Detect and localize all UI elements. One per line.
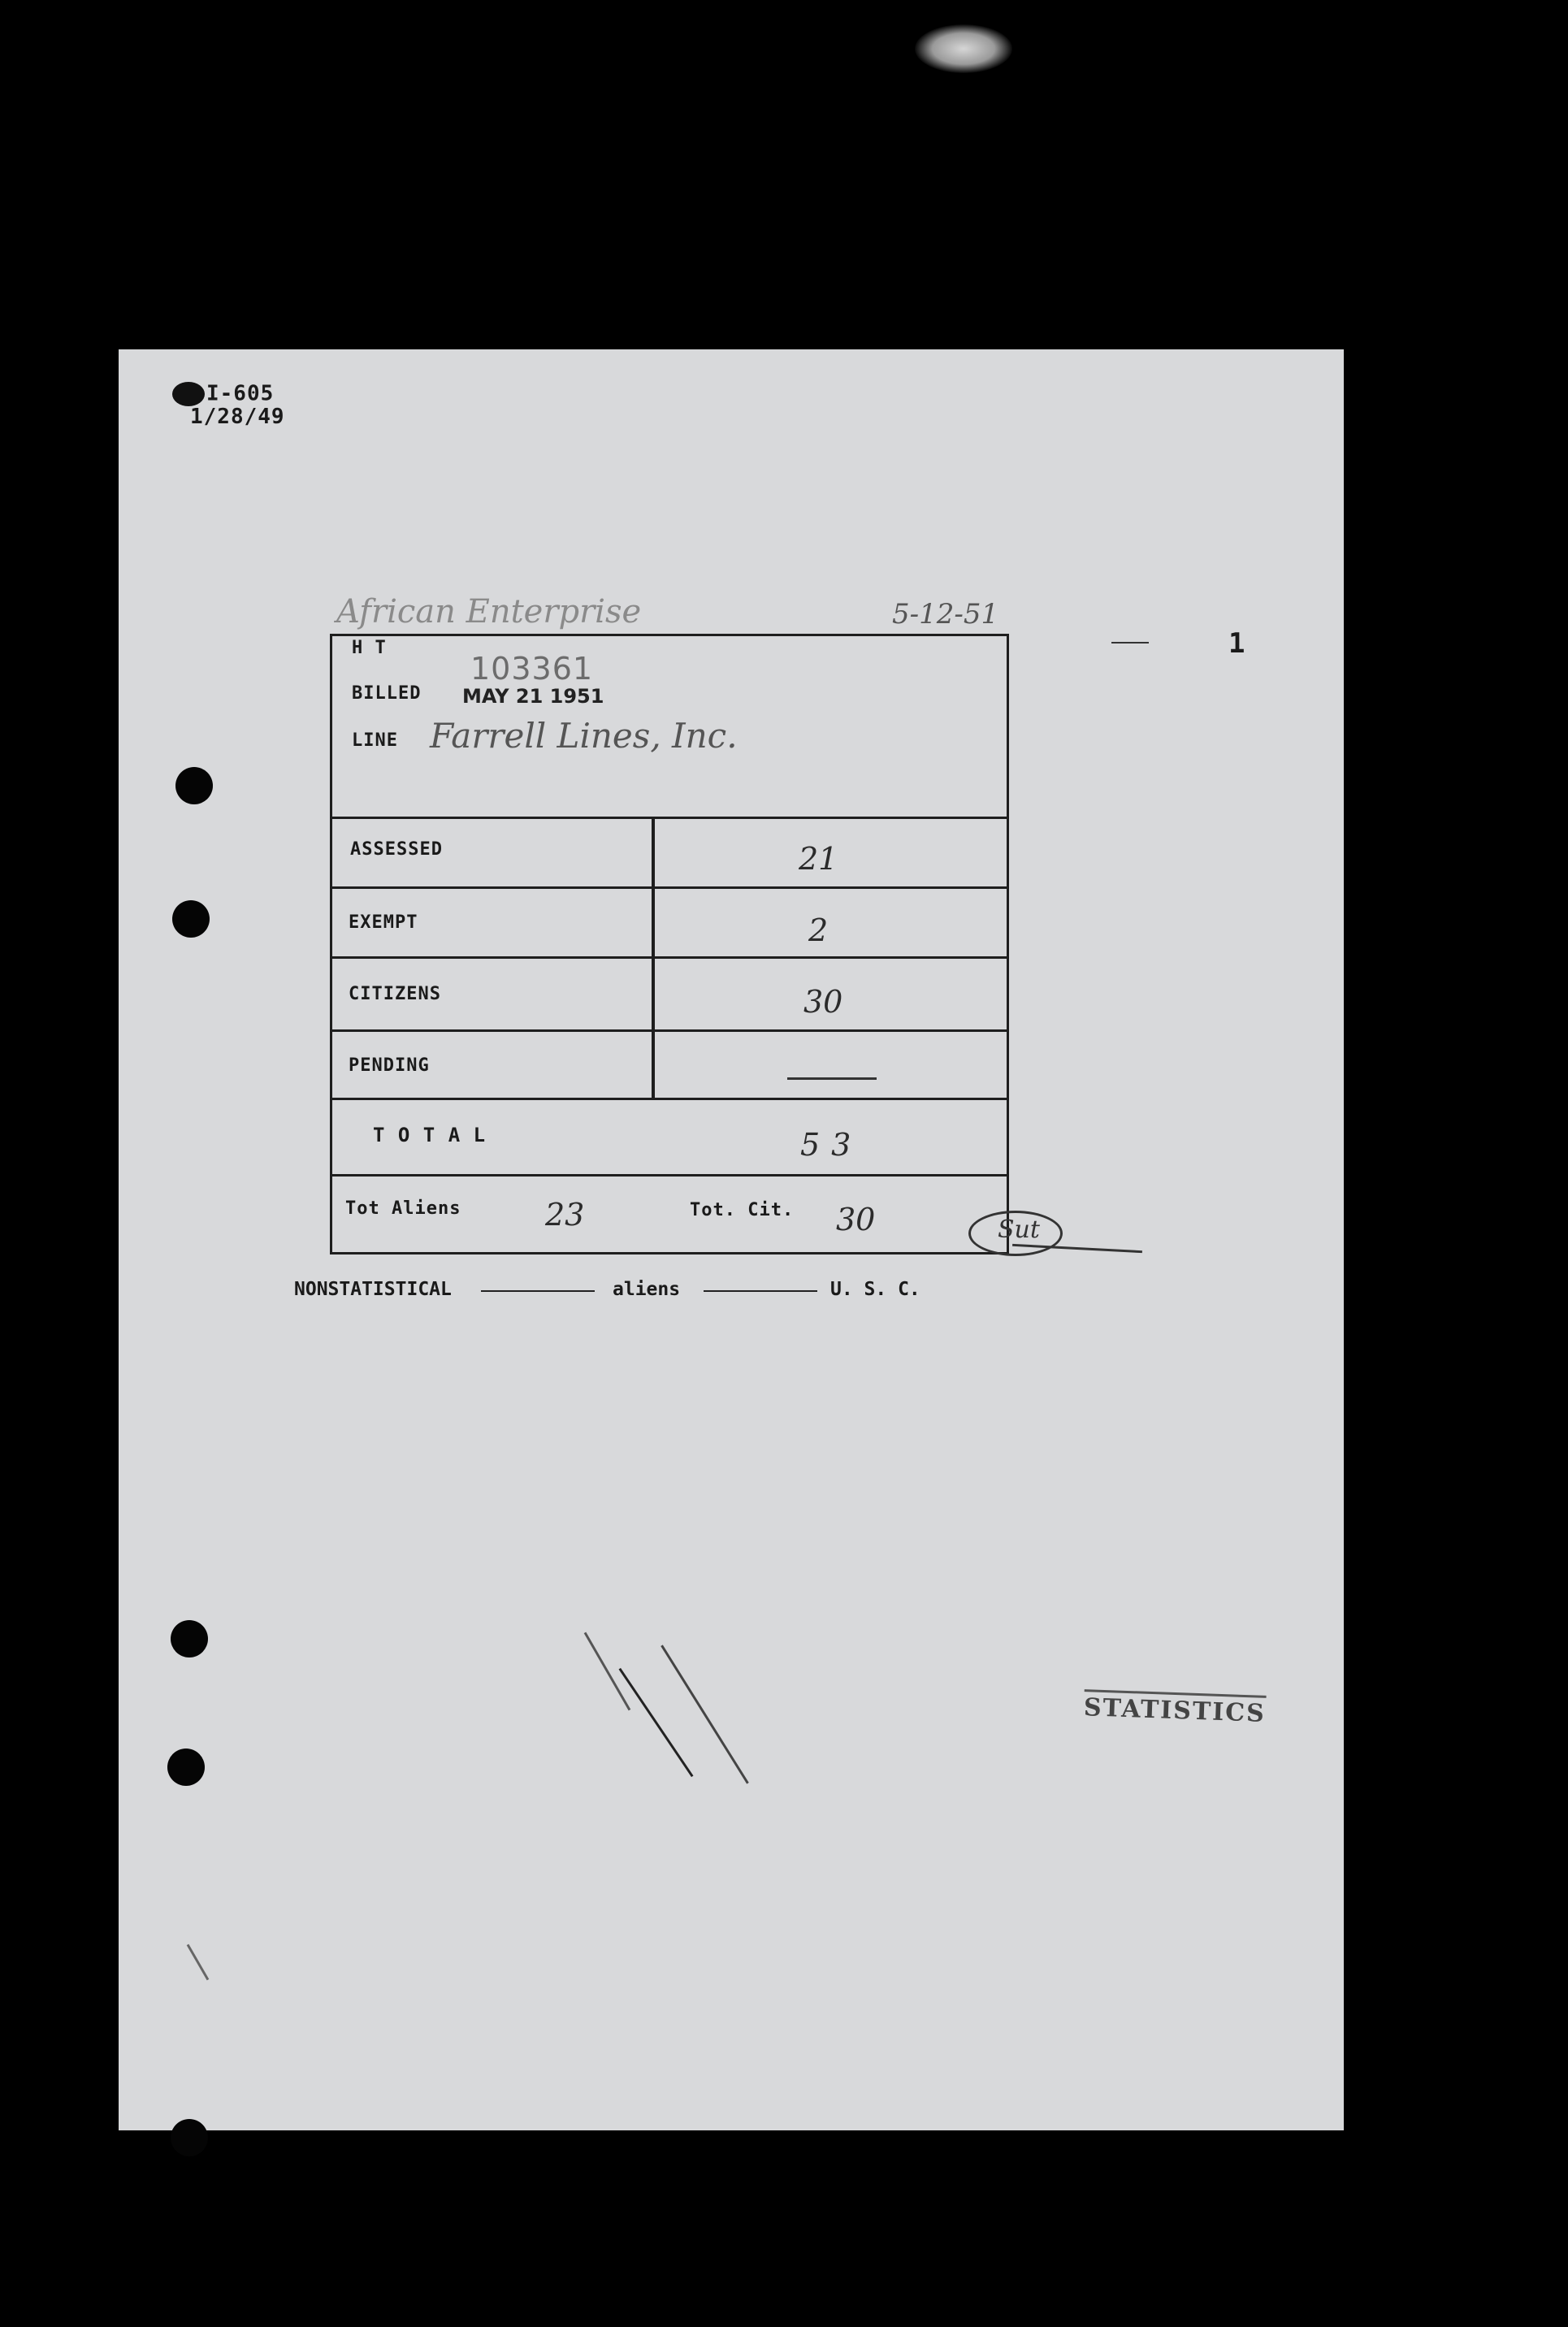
assessed-value: 21 <box>799 841 838 877</box>
total-value: 53 <box>800 1127 863 1163</box>
pending-dash <box>787 1077 877 1080</box>
citizens-label: CITIZENS <box>349 984 441 1004</box>
punch-hole <box>172 900 210 938</box>
divider <box>332 1174 1007 1176</box>
statistics-stamp: STATISTICS <box>1083 1689 1266 1728</box>
divider <box>332 886 1007 889</box>
page-number: 1 <box>1228 627 1246 660</box>
nonstatistical-label: NONSTATISTICAL <box>294 1279 452 1300</box>
ht-label: H T <box>352 638 387 658</box>
citizens-value: 30 <box>803 984 843 1020</box>
form-number: I-605 <box>206 381 275 406</box>
tot-cit-value: 30 <box>836 1202 876 1237</box>
initials: Sut <box>998 1216 1040 1244</box>
tot-aliens-value: 23 <box>545 1197 585 1233</box>
ink-scratch <box>187 1944 210 1981</box>
form-page <box>119 349 1344 2130</box>
aliens-label: aliens <box>613 1279 681 1300</box>
ink-scratch <box>661 1644 749 1783</box>
billed-label: BILLED <box>352 683 422 704</box>
form-revision: 1/28/49 <box>190 405 285 429</box>
divider <box>332 1029 1007 1032</box>
punch-hole <box>171 1620 208 1658</box>
tot-cit-label: Tot. Cit. <box>690 1200 795 1220</box>
total-label: T O T A L <box>373 1124 487 1146</box>
punch-hole <box>171 2119 208 2156</box>
ink-scratch <box>584 1632 631 1711</box>
column-divider <box>652 817 655 1098</box>
line-value: Farrell Lines, Inc. <box>430 716 738 756</box>
pending-label: PENDING <box>349 1055 430 1076</box>
form-code <box>172 382 285 427</box>
exempt-value: 2 <box>808 912 829 948</box>
usc-label: U. S. C. <box>830 1279 920 1300</box>
billed-date: MAY 21 1951 <box>462 685 604 708</box>
aliens-blank <box>704 1290 817 1292</box>
arrival-date: 5-12-51 <box>892 598 999 630</box>
tally-box <box>330 634 1009 1254</box>
tot-aliens-label: Tot Aliens <box>345 1198 461 1219</box>
ht-number: 103361 <box>470 651 594 687</box>
nonstatistical-blank <box>481 1290 595 1292</box>
assessed-label: ASSESSED <box>350 839 443 860</box>
scan-smudge <box>915 24 1012 73</box>
punch-hole <box>175 767 213 804</box>
dash-marks <box>1111 642 1149 644</box>
line-label: LINE <box>352 730 398 751</box>
exempt-label: EXEMPT <box>349 912 418 933</box>
punch-hole <box>167 1748 205 1786</box>
ink-scratch <box>619 1668 694 1777</box>
ink-blot <box>172 382 205 406</box>
divider <box>332 817 1007 819</box>
divider <box>332 1098 1007 1100</box>
divider <box>332 956 1007 959</box>
vessel-name: African Enterprise <box>336 593 642 630</box>
